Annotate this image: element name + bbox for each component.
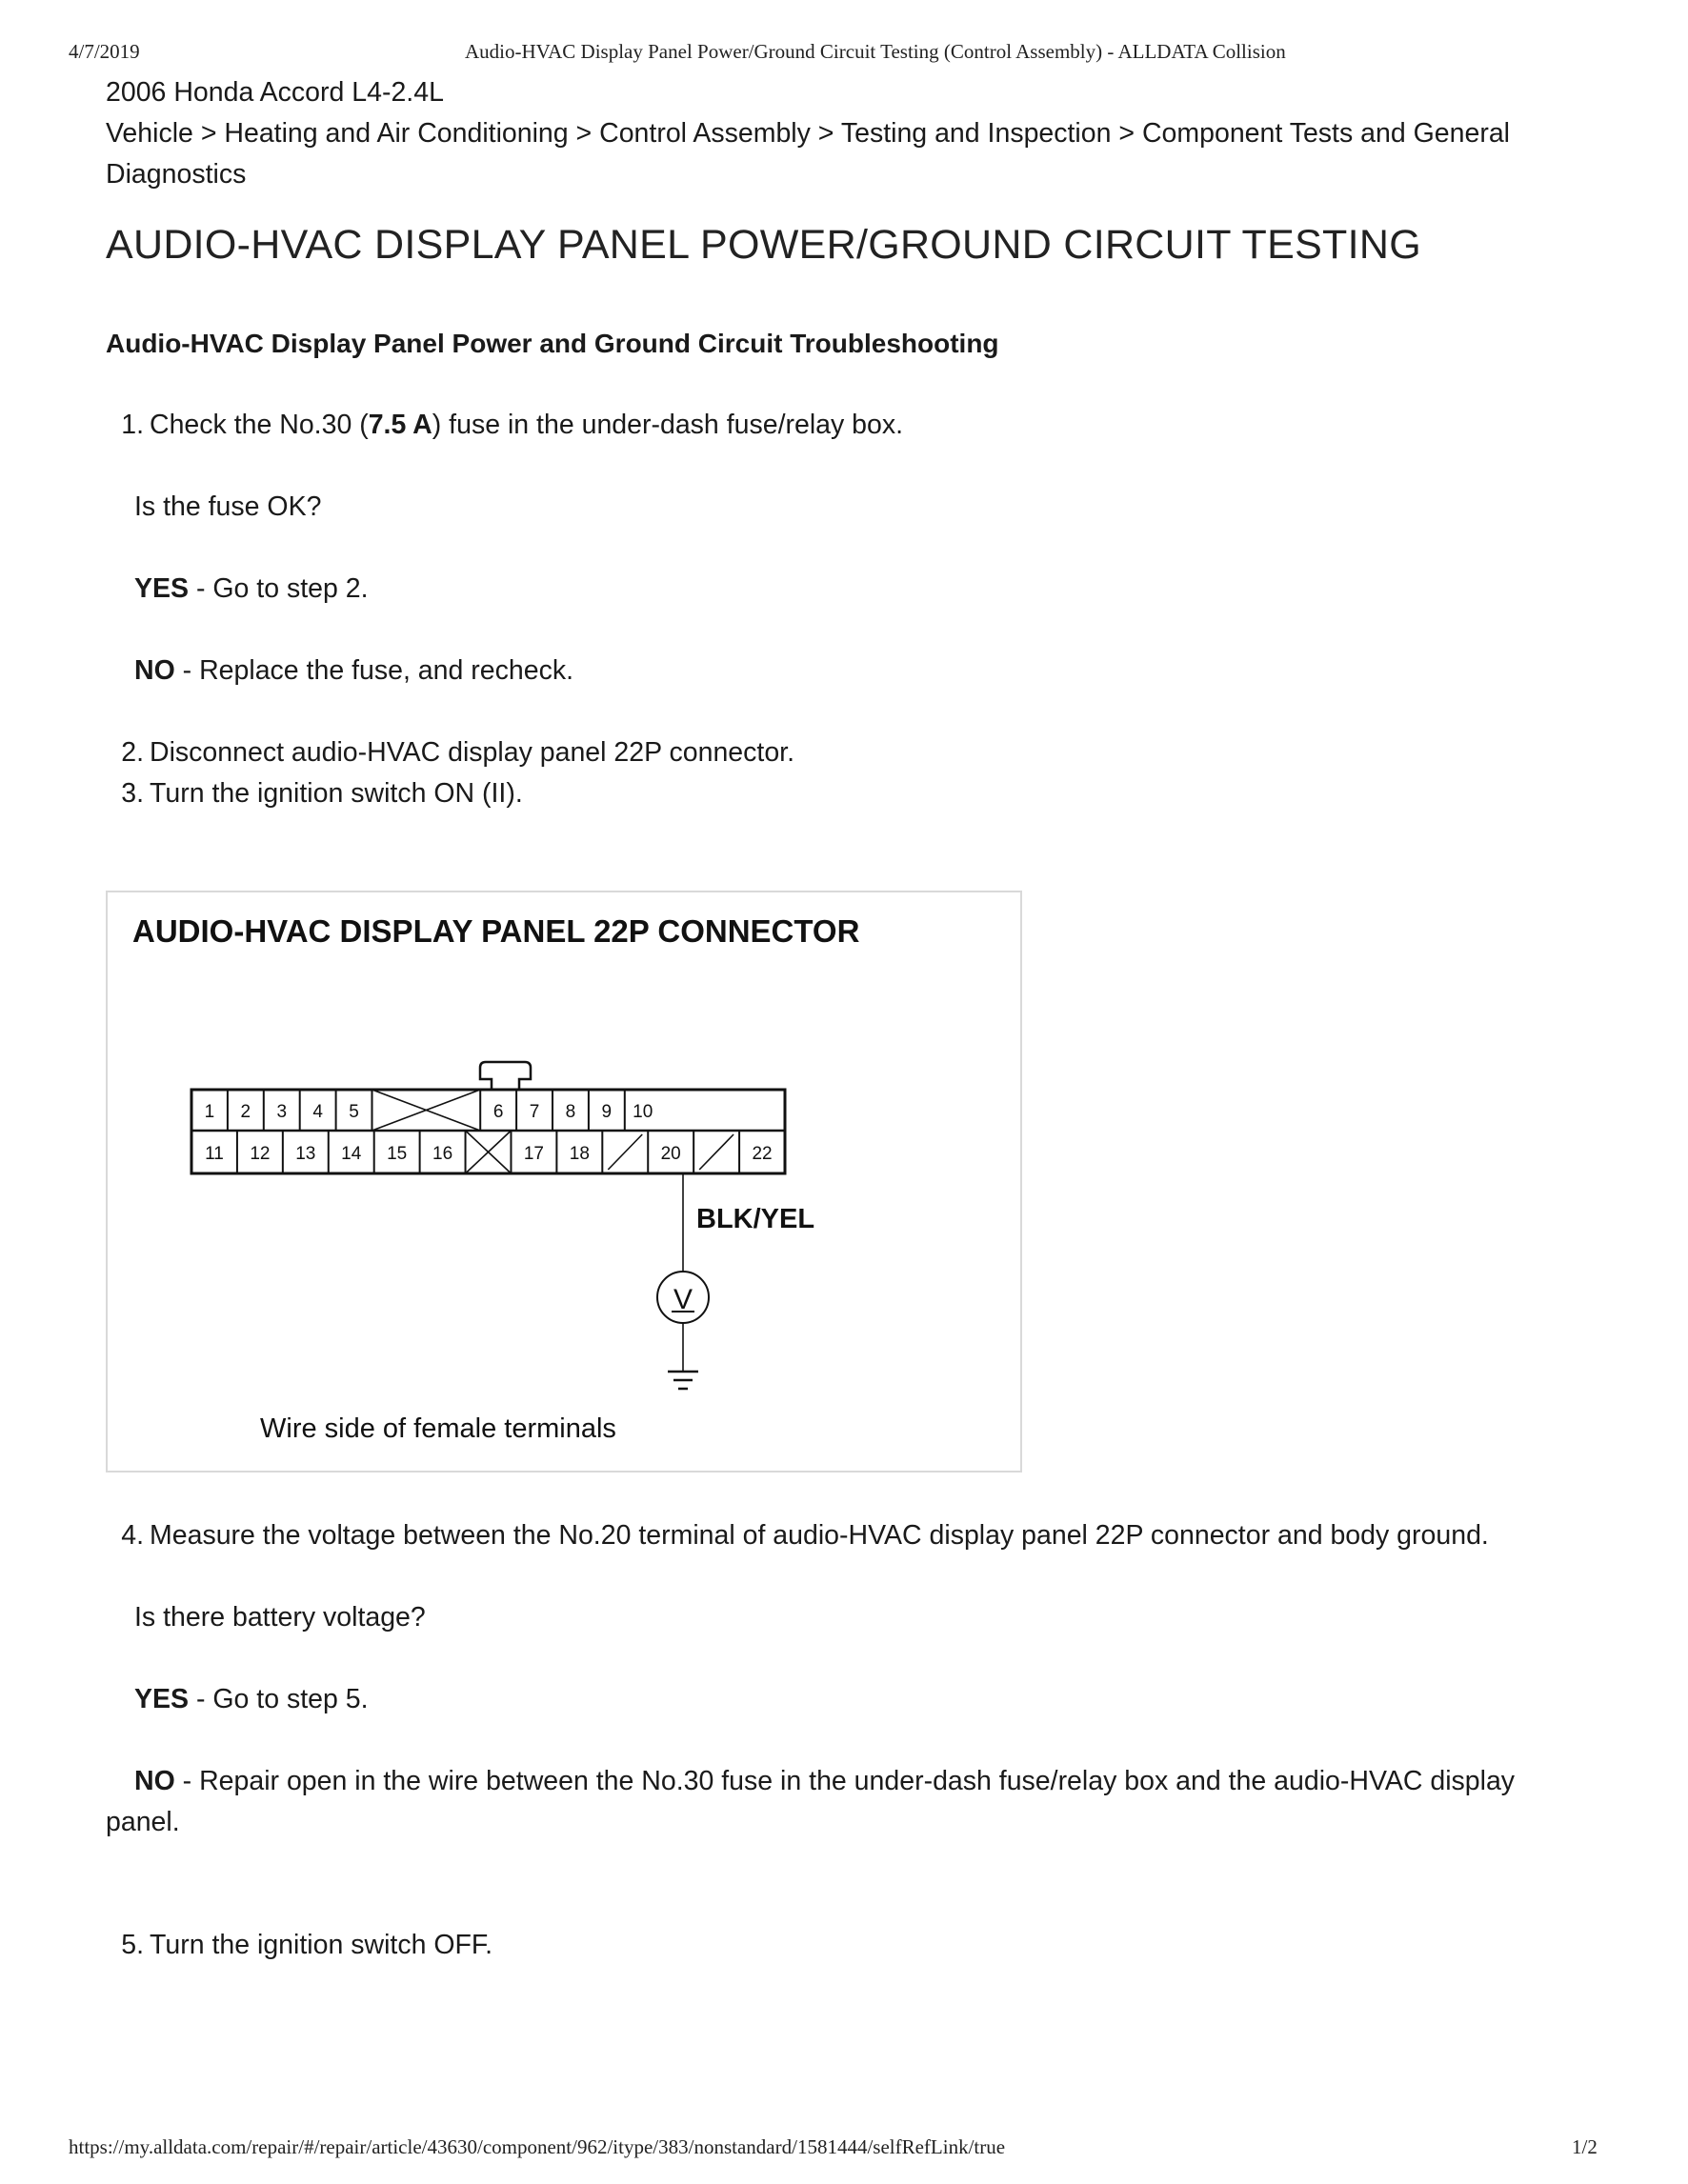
terminal-15: 15 [387,1144,408,1164]
breadcrumb-item[interactable]: Testing and Inspection [840,118,1112,149]
terminal-12: 12 [250,1144,271,1164]
step-1 [106,405,1620,446]
yes-label: YES [134,1684,190,1714]
step-answer-no [106,651,1620,691]
step-number: 3. [121,778,144,809]
section-title: Audio-HVAC Display Panel Power and Ground Circuit Troubleshooting [106,329,999,358]
yes-label: YES [134,573,190,604]
step-question: Is the fuse OK? [134,491,322,522]
answer-text: - Repair open in the wire between the No.30 fuse in the under-dash fuse/relay box and the audio-HVAC display [174,1766,1516,1796]
terminal-17: 17 [523,1144,544,1164]
step-question: Is there battery voltage? [134,1602,426,1633]
terminal-20: 20 [660,1144,681,1164]
breadcrumb-item[interactable]: Vehicle [106,118,193,149]
unused-cavity [608,1134,642,1170]
breadcrumb-item[interactable]: Heating and Air Conditioning [224,118,569,149]
wire-color-label: BLK/YEL [696,1204,815,1234]
fuse-rating: 7.5 A [368,410,432,440]
terminal-11: 11 [205,1144,224,1164]
step-2 [106,732,1620,773]
terminal-3: 3 [276,1102,288,1122]
terminal-1: 1 [204,1102,215,1122]
page-title: AUDIO-HVAC DISPLAY PANEL POWER/GROUND CIRCUIT TESTING [106,222,1421,268]
diagram-caption: Wire side of female terminals [260,1413,616,1444]
print-date: 4/7/2019 [69,40,140,63]
article [106,72,1620,1966]
step-number: 2. [121,737,144,768]
breadcrumb-item[interactable]: Control Assembly [599,118,811,149]
unused-cavity [699,1134,733,1170]
terminal-5: 5 [349,1102,359,1122]
breadcrumb-separator: > [1111,118,1142,149]
connector-diagram [106,891,1022,1473]
terminal-7: 7 [529,1102,540,1122]
step-answer-yes [106,1679,1620,1720]
step-3 [106,773,1620,814]
print-url: https://my.alldata.com/repair/#/repair/article/43630/component/962/itype/383/nonstandard/1581444/selfRefLink/true [69,2135,1006,2158]
step-text: Turn the ignition switch OFF. [150,1930,493,1960]
terminal-16: 16 [432,1144,453,1164]
no-label: NO [134,1766,175,1796]
steps-list [106,405,1620,814]
vehicle-label: 2006 Honda Accord L4-2.4L [106,77,444,108]
no-label: NO [134,655,175,686]
step-number: 1. [121,410,144,440]
terminal-22: 22 [752,1144,773,1164]
voltmeter-symbol: V [673,1284,693,1315]
connector-diagram-svg [108,892,1020,1471]
terminal-14: 14 [341,1144,362,1164]
breadcrumb-item[interactable]: Component Tests and General Diagnostics [106,118,1510,190]
breadcrumb [106,113,1620,195]
step-text: Disconnect audio-HVAC display panel 22P connector. [150,737,795,768]
terminal-6: 6 [492,1102,504,1122]
terminal-8: 8 [565,1102,576,1122]
step-number: 4. [121,1520,144,1551]
page-number: 1/2 [1572,2135,1598,2158]
terminal-4: 4 [312,1102,323,1122]
step-text: Check the No.30 ( [150,410,369,440]
answer-text: - Go to step 2. [189,573,369,604]
answer-text: - Replace the fuse, and recheck. [174,655,573,686]
breadcrumb-separator: > [192,118,225,149]
step-number: 5. [121,1930,144,1960]
terminal-10: 10 [633,1102,653,1122]
print-title: Audio-HVAC Display Panel Power/Ground Circuit Testing (Control Assembly) - ALLDATA Collision [465,40,1286,63]
ground-icon [668,1372,698,1389]
terminal-9: 9 [601,1102,613,1122]
steps-list-2 [106,1515,1620,1966]
step-answer-no [106,1761,1620,1802]
breadcrumb-separator: > [568,118,600,149]
step-text: Turn the ignition switch ON (II). [150,778,523,809]
terminal-18: 18 [569,1144,590,1164]
step-text: Measure the voltage between the No.20 terminal of audio-HVAC display panel 22P connector and body ground. [150,1520,1489,1551]
diagram-title: AUDIO-HVAC DISPLAY PANEL 22P CONNECTOR [132,913,860,949]
answer-text: - Go to step 5. [189,1684,369,1714]
connector-latch [480,1062,531,1090]
step-5 [106,1925,1620,1966]
terminal-13: 13 [295,1144,316,1164]
breadcrumb-separator: > [810,118,841,149]
step-text: ) fuse in the under-dash fuse/relay box. [432,410,904,440]
step-4 [106,1515,1620,1556]
step-answer-yes [106,569,1620,610]
terminal-2: 2 [240,1102,251,1122]
answer-text-continued: panel. [106,1807,180,1837]
